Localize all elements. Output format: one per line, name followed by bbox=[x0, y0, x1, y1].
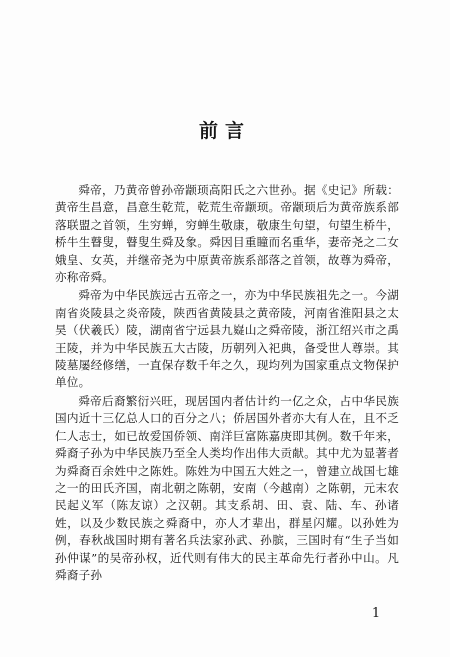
page-title: 前言 bbox=[198, 120, 251, 142]
paragraph-1: 舜帝，乃黄帝曾孙帝颛顼高阳氏之六世孙。据《史记》所载：黄帝生昌意，昌意生乾荒，乾荒生帝颛顼。帝颛顼后为黄帝族系部落联盟之首领，生穷蝉，穷蝉生敬康，敬康生句望，句望生桥牛，桥牛生瞽叟，瞽叟生舜及象。舜因目重瞳而名重华，妻帝尧之二女娥皇、女英，并继帝尧为中原黄帝族系部落之首领，故尊为舜帝，亦称帝舜。 bbox=[55, 183, 399, 285]
paragraph-3: 舜帝后裔繁衍兴旺，现居国内者估计约一亿之众，占中华民族国内近十三亿总人口的百分之八；侨居国外者亦大有人在，且不乏仁人志士，如已故爱国侨领、南洋巨富陈嘉庚即其例。数千年来，舜裔子孙为中华民族乃至全人类均作出伟大贡献。其中尤为显著者为舜裔百余姓中之陈姓。陈姓为中国五大姓之一，曾建立战国七雄之一的田氏齐国，南北朝之陈朝，安南（今越南）之陈朝，元末农民起义军（陈友谅）之汉朝。其支系胡、田、袁、陆、车、孙诸姓，以及少数民族之舜裔中，亦人才辈出，群星闪耀。以孙姓为例，春秋战国时期有著名兵法家孙武、孙膑，三国时有“生子当如孙仲谋”的吴帝孙权，近代则有伟大的民主革命先行者孙中山。凡舜裔子孙 bbox=[55, 393, 399, 582]
body-text bbox=[55, 182, 399, 585]
paragraph-2: 舜帝为中华民族远古五帝之一，亦为中华民族祖先之一。今湖南省炎陵县之炎帝陵，陕西省黄陵县之黄帝陵，河南省淮阳县之太昊（伏羲氏）陵，湖南省宁远县九嶷山之舜帝陵，浙江绍兴市之禹王陵，并为中华民族五大古陵，历朝列入祀典，备受世人尊崇。其陵墓屡经修缮，一直保存数千年之久，现均列为国家重点文物保护单位。 bbox=[55, 288, 399, 390]
page-number: 1 bbox=[371, 606, 381, 621]
